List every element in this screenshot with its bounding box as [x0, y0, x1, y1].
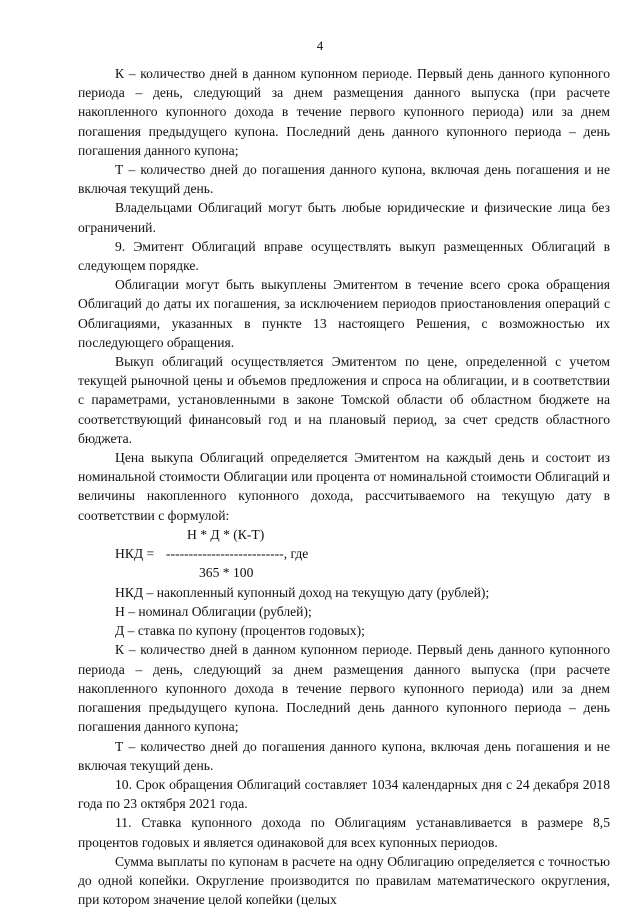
paragraph-price-formula-intro: Цена выкупа Облигаций определяется Эмитентом на каждый день и состоит из номинальной стоимости Облигации или процента от номинальной стоимости Облигаций и величины накопленного купонного дохода, рассчитываемого на текущую дату в соответствии с формулой: — [78, 450, 610, 523]
nkd-formula — [78, 525, 610, 583]
paragraph-coupon-payment: Сумма выплаты по купонам в расчете на одну Облигацию определяется с точностью до одной копейки. Округление производится по правилам математического округления, при котором значение целой копейки (целых — [78, 853, 610, 908]
paragraph-item-9: 9. Эмитент Облигаций вправе осуществлять выкуп размещенных Облигаций в следующем порядке. — [78, 238, 610, 274]
formula-fraction-line: --------------------------, где — [166, 545, 309, 561]
paragraph-k-definition-repeat: К – количество дней в данном купонном периоде. Первый день данного купонного периода – день, следующий за днем размещения данного выпуска (при расчете накопленного купонного дохода в течение первого купонного периода) или за днем погашения предыдущего купона. Последний день данного купонного периода – день погашения данного купона; — [78, 642, 610, 735]
paragraph-k-definition: К – количество дней в данном купонном периоде. Первый день данного купонного периода – день, следующий за днем размещения данного выпуска (при расчете накопленного купонного дохода в течение первого купонного периода) или за днем погашения предыдущего купона. Последний день данного купонного периода – день погашения данного купона; — [78, 66, 610, 158]
page-number: 4 — [316, 38, 324, 53]
paragraph-buyback-price: Выкуп облигаций осуществляется Эмитентом по цене, определенной с учетом текущей рыночной цены и объемов предложения и спроса на облигации, и в соответствии с параметрами, установленными в законе Томской области об областном бюджете на соответствующий финансовый год и на плановый период, за счет средств областного бюджета. — [78, 354, 610, 446]
paragraph-n-definition: Н – номинал Облигации (рублей); — [115, 604, 312, 620]
paragraph-buyback-period: Облигации могут быть выкуплены Эмитентом в течение всего срока обращения Облигаций до даты их погашения, за исключением периодов приостановления операций с Облигациями, указанных в пункте 13 настоящего Решения, с возможностью их последующего обращения. — [78, 277, 610, 350]
paragraph-nkd-definition: НКД – накопленный купонный доход на текущую дату (рублей); — [115, 584, 490, 600]
paragraph-item-11: 11. Ставка купонного дохода по Облигациям устанавливается в размере 8,5 процентов годовых и является одинаковой для всех купонных периодов. — [78, 815, 610, 850]
formula-lhs: НКД = — [115, 545, 155, 561]
formula-denominator: 365 * 100 — [199, 564, 254, 580]
paragraph-d-definition: Д – ставка по купону (процентов годовых); — [115, 623, 365, 639]
formula-numerator: Н * Д * (К-Т) — [187, 526, 265, 542]
paragraph-item-10: 10. Срок обращения Облигаций составляет 1034 календарных дня с 24 декабря 2018 года по 23 октября 2021 года. — [78, 776, 610, 812]
paragraph-t-definition: Т – количество дней до погашения данного купона, включая день погашения и не включая текущий день. — [78, 162, 610, 197]
paragraph-owners: Владельцами Облигаций могут быть любые юридические и физические лица без ограничений. — [78, 200, 610, 235]
paragraph-t-definition-repeat: Т – количество дней до погашения данного купона, включая день погашения и не включая текущий день. — [78, 738, 610, 773]
document-body — [78, 64, 610, 909]
